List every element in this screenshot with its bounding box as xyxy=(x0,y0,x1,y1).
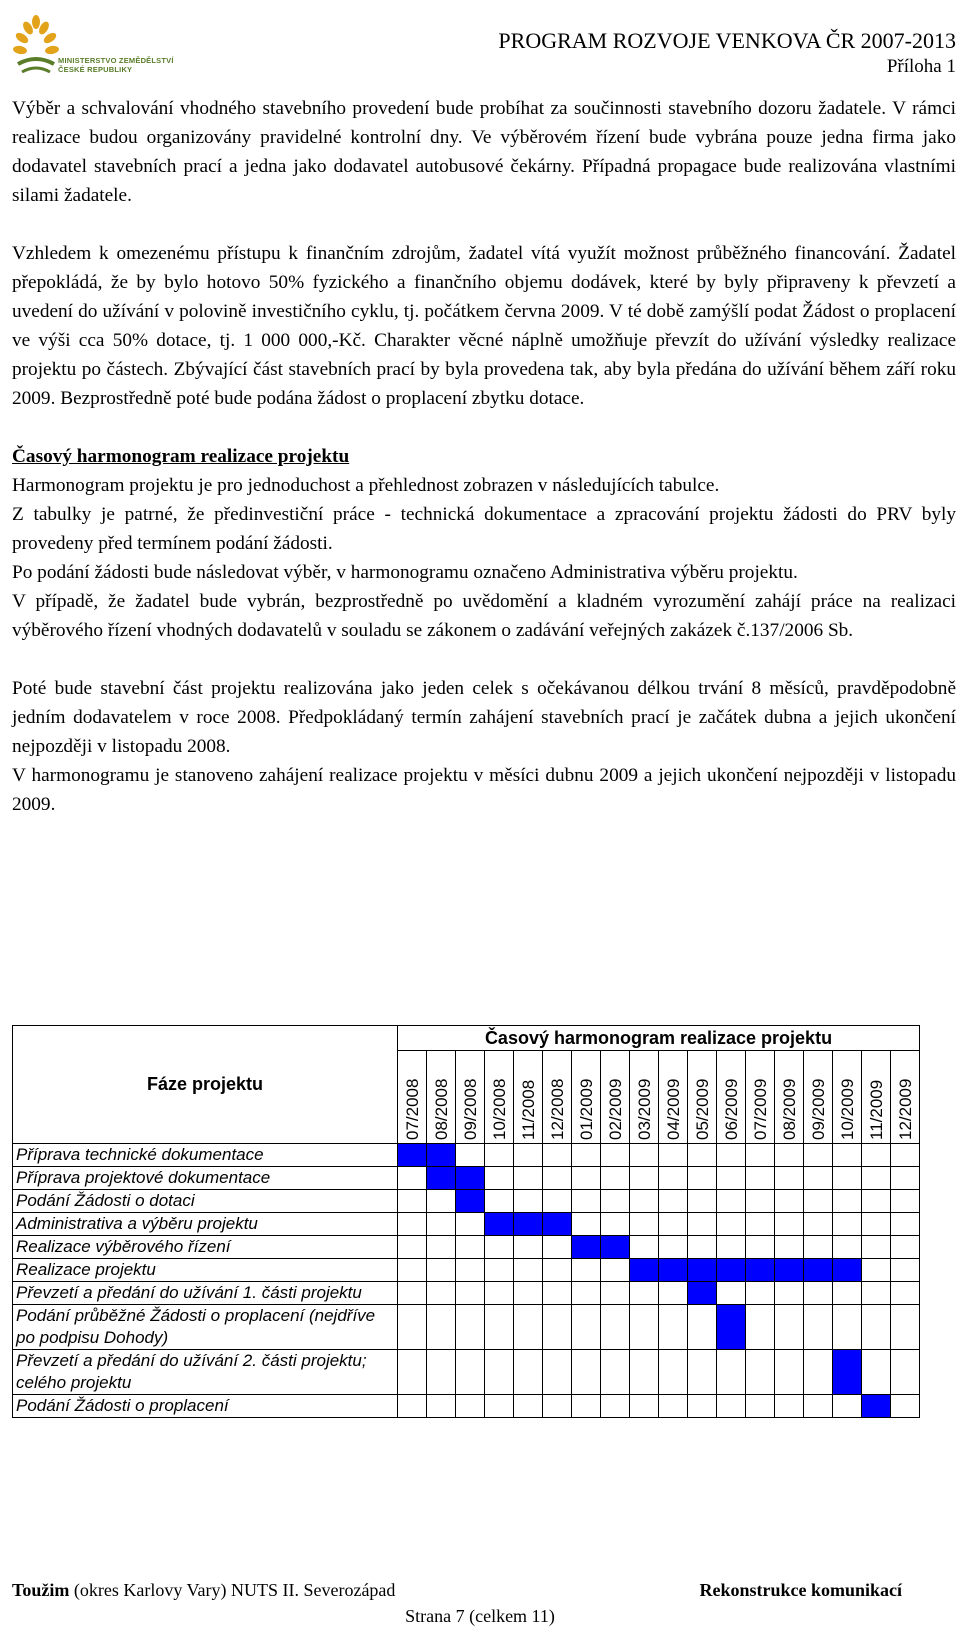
gantt-empty-cell xyxy=(601,1213,630,1236)
gantt-empty-cell xyxy=(891,1213,920,1236)
gantt-empty-cell xyxy=(804,1395,833,1418)
gantt-empty-cell xyxy=(659,1350,688,1395)
month-header xyxy=(485,1051,514,1144)
gantt-empty-cell xyxy=(427,1213,456,1236)
gantt-empty-cell xyxy=(717,1395,746,1418)
month-label: 10/2009 xyxy=(838,1078,857,1140)
gantt-empty-cell xyxy=(717,1282,746,1305)
gantt-empty-cell xyxy=(833,1236,862,1259)
month-header xyxy=(514,1051,543,1144)
gantt-empty-cell xyxy=(514,1236,543,1259)
gantt-empty-cell xyxy=(630,1213,659,1236)
gantt-empty-cell xyxy=(514,1259,543,1282)
gantt-empty-cell xyxy=(514,1350,543,1395)
document-body xyxy=(12,94,956,819)
gantt-empty-cell xyxy=(572,1282,601,1305)
gantt-empty-cell xyxy=(572,1213,601,1236)
gantt-empty-cell xyxy=(398,1236,427,1259)
gantt-empty-cell xyxy=(862,1190,891,1213)
gantt-empty-cell xyxy=(659,1213,688,1236)
month-label: 02/2009 xyxy=(606,1078,625,1140)
gantt-empty-cell xyxy=(543,1305,572,1350)
gantt-empty-cell xyxy=(659,1236,688,1259)
gantt-empty-cell xyxy=(862,1259,891,1282)
schedule-line: V případě, že žadatel bude vybrán, bezprostředně po uvědomění a kladném vyrozumění zahájí práce na realizaci výběrového řízení vhodných dodavatelů v souladu se zákonem o zadávání veřejných zakázek č.137/2006 Sb. xyxy=(12,591,956,641)
gantt-empty-cell xyxy=(514,1395,543,1418)
gantt-empty-cell xyxy=(601,1350,630,1395)
phase-label: Realizace výběrového řízení xyxy=(13,1236,398,1259)
gantt-empty-cell xyxy=(746,1167,775,1190)
gantt-empty-cell xyxy=(572,1190,601,1213)
gantt-empty-cell xyxy=(601,1190,630,1213)
month-label: 04/2009 xyxy=(664,1078,683,1140)
footer-location: Toužim (okres Karlovy Vary) NUTS II. Severozápad xyxy=(12,1580,396,1600)
gantt-empty-cell xyxy=(891,1395,920,1418)
gantt-empty-cell xyxy=(688,1395,717,1418)
gantt-empty-cell xyxy=(862,1213,891,1236)
paragraph-financing: Vzhledem k omezenému přístupu k finančním zdrojům, žadatel vítá využít možnost průběžného financování. Žadatel přepokládá, že by bylo hotovo 50% fyzického a finančního objemu dodávek, které by byly připraveny k převzetí a uvedení do užívání v polovině investičního cyklu, tj. počátkem června 2009. V té době zamýšlí podat Žádost o proplacení ve výši cca 50% dotace, tj. 1 000 000,-Kč. Charakter věcné náplně umožňuje převzít do užívání výsledky realizace projektu po částech. Zbývající část stavebních prací by byla provedena tak, aby byla předána do užívání během září roku 2009. Bezprostředně poté bude podána žádost o proplacení zbytku dotace. xyxy=(12,243,956,409)
phase-label: Příprava projektové dokumentace xyxy=(13,1167,398,1190)
gantt-empty-cell xyxy=(746,1190,775,1213)
gantt-empty-cell xyxy=(398,1282,427,1305)
gantt-row xyxy=(13,1350,920,1395)
month-header xyxy=(659,1051,688,1144)
gantt-empty-cell xyxy=(398,1395,427,1418)
gantt-empty-cell xyxy=(485,1236,514,1259)
month-label: 01/2009 xyxy=(577,1078,596,1140)
gantt-bar-cell xyxy=(688,1282,717,1305)
gantt-bar-cell xyxy=(398,1144,427,1167)
gantt-table xyxy=(12,1025,920,1418)
gantt-empty-cell xyxy=(427,1259,456,1282)
phase-label: Příprava technické dokumentace xyxy=(13,1144,398,1167)
gantt-empty-cell xyxy=(630,1190,659,1213)
gantt-empty-cell xyxy=(659,1305,688,1350)
gantt-empty-cell xyxy=(485,1167,514,1190)
gantt-empty-cell xyxy=(630,1236,659,1259)
wheat-logo-icon xyxy=(12,14,60,76)
gantt-empty-cell xyxy=(833,1213,862,1236)
gantt-bar-cell xyxy=(543,1213,572,1236)
gantt-empty-cell xyxy=(833,1144,862,1167)
gantt-row xyxy=(13,1305,920,1350)
phase-label: Převzetí a předání do užívání 2. části projektu; celého projektu xyxy=(13,1350,398,1395)
gantt-empty-cell xyxy=(601,1305,630,1350)
gantt-empty-cell xyxy=(746,1305,775,1350)
gantt-bar-cell xyxy=(601,1236,630,1259)
month-label: 03/2009 xyxy=(635,1078,654,1140)
gantt-empty-cell xyxy=(688,1213,717,1236)
month-label: 06/2009 xyxy=(722,1078,741,1140)
gantt-empty-cell xyxy=(514,1167,543,1190)
gantt-bar-cell xyxy=(833,1350,862,1395)
gantt-empty-cell xyxy=(630,1144,659,1167)
gantt-bar-cell xyxy=(804,1259,833,1282)
gantt-bar-cell xyxy=(659,1259,688,1282)
gantt-bar-cell xyxy=(427,1167,456,1190)
gantt-empty-cell xyxy=(891,1144,920,1167)
gantt-bar-cell xyxy=(630,1259,659,1282)
gantt-empty-cell xyxy=(862,1350,891,1395)
gantt-empty-cell xyxy=(630,1167,659,1190)
month-label: 05/2009 xyxy=(693,1078,712,1140)
gantt-empty-cell xyxy=(688,1190,717,1213)
gantt-empty-cell xyxy=(572,1167,601,1190)
month-header xyxy=(572,1051,601,1144)
gantt-empty-cell xyxy=(746,1236,775,1259)
section-heading: Časový harmonogram realizace projektu xyxy=(12,446,350,467)
month-header xyxy=(543,1051,572,1144)
phase-label: Realizace projektu xyxy=(13,1259,398,1282)
gantt-row xyxy=(13,1144,920,1167)
gantt-empty-cell xyxy=(427,1305,456,1350)
gantt-empty-cell xyxy=(746,1282,775,1305)
gantt-empty-cell xyxy=(543,1350,572,1395)
gantt-empty-cell xyxy=(543,1236,572,1259)
gantt-empty-cell xyxy=(891,1190,920,1213)
month-header xyxy=(804,1051,833,1144)
gantt-empty-cell xyxy=(891,1259,920,1282)
gantt-empty-cell xyxy=(688,1167,717,1190)
gantt-empty-cell xyxy=(746,1213,775,1236)
gantt-bar-cell xyxy=(717,1259,746,1282)
month-header xyxy=(427,1051,456,1144)
gantt-empty-cell xyxy=(862,1144,891,1167)
gantt-bar-cell xyxy=(456,1167,485,1190)
month-header xyxy=(891,1051,920,1144)
gantt-empty-cell xyxy=(456,1259,485,1282)
gantt-empty-cell xyxy=(804,1213,833,1236)
gantt-bar-cell xyxy=(775,1259,804,1282)
gantt-empty-cell xyxy=(514,1190,543,1213)
gantt-empty-cell xyxy=(427,1236,456,1259)
gantt-row xyxy=(13,1167,920,1190)
gantt-empty-cell xyxy=(688,1350,717,1395)
month-label: 11/2009 xyxy=(867,1079,886,1140)
gantt-empty-cell xyxy=(717,1167,746,1190)
month-header xyxy=(833,1051,862,1144)
logo-text: MINISTERSTVO ZEMĚDĚLSTVÍ ČESKÉ REPUBLIKY xyxy=(58,56,174,74)
gantt-empty-cell xyxy=(833,1395,862,1418)
gantt-empty-cell xyxy=(485,1190,514,1213)
gantt-empty-cell xyxy=(456,1144,485,1167)
gantt-empty-cell xyxy=(427,1395,456,1418)
gantt-empty-cell xyxy=(514,1282,543,1305)
gantt-bar-cell xyxy=(572,1236,601,1259)
gantt-empty-cell xyxy=(688,1144,717,1167)
month-header xyxy=(601,1051,630,1144)
gantt-empty-cell xyxy=(601,1259,630,1282)
phase-label: Podání průběžné Žádosti o proplacení (nejdříve po podpisu Dohody) xyxy=(13,1305,398,1350)
gantt-row xyxy=(13,1213,920,1236)
gantt-empty-cell xyxy=(775,1350,804,1395)
gantt-empty-cell xyxy=(746,1350,775,1395)
gantt-empty-cell xyxy=(659,1395,688,1418)
gantt-title: Časový harmonogram realizace projektu xyxy=(398,1026,920,1051)
gantt-empty-cell xyxy=(804,1282,833,1305)
gantt-empty-cell xyxy=(891,1236,920,1259)
month-label: 08/2008 xyxy=(432,1078,451,1140)
gantt-empty-cell xyxy=(659,1282,688,1305)
gantt-empty-cell xyxy=(775,1213,804,1236)
gantt-empty-cell xyxy=(456,1350,485,1395)
gantt-empty-cell xyxy=(572,1305,601,1350)
gantt-empty-cell xyxy=(427,1190,456,1213)
schedule-line: V harmonogramu je stanoveno zahájení realizace projektu v měsíci dubnu 2009 a jejich ukončení nejpozději v listopadu 2009. xyxy=(12,765,956,815)
gantt-empty-cell xyxy=(601,1167,630,1190)
gantt-empty-cell xyxy=(398,1213,427,1236)
phase-label: Administrativa a výběru projektu xyxy=(13,1213,398,1236)
month-label: 11/2008 xyxy=(519,1079,538,1140)
gantt-empty-cell xyxy=(427,1350,456,1395)
phase-label: Podání Žádosti o dotaci xyxy=(13,1190,398,1213)
gantt-empty-cell xyxy=(543,1190,572,1213)
gantt-empty-cell xyxy=(775,1236,804,1259)
gantt-empty-cell xyxy=(862,1236,891,1259)
gantt-empty-cell xyxy=(543,1144,572,1167)
gantt-empty-cell xyxy=(775,1144,804,1167)
gantt-empty-cell xyxy=(630,1395,659,1418)
gantt-empty-cell xyxy=(804,1167,833,1190)
gantt-empty-cell xyxy=(485,1305,514,1350)
gantt-empty-cell xyxy=(659,1190,688,1213)
month-header xyxy=(456,1051,485,1144)
gantt-bar-cell xyxy=(485,1213,514,1236)
gantt-empty-cell xyxy=(572,1350,601,1395)
schedule-line: Harmonogram projektu je pro jednoduchost a přehlednost zobrazen v následujících tabulce. xyxy=(12,475,720,496)
gantt-empty-cell xyxy=(398,1190,427,1213)
phase-label: Podání Žádosti o proplacení xyxy=(13,1395,398,1418)
month-header xyxy=(688,1051,717,1144)
gantt-row xyxy=(13,1236,920,1259)
gantt-empty-cell xyxy=(688,1305,717,1350)
gantt-bar-cell xyxy=(688,1259,717,1282)
month-header xyxy=(398,1051,427,1144)
phase-label: Převzetí a předání do užívání 1. části projektu xyxy=(13,1282,398,1305)
gantt-empty-cell xyxy=(717,1350,746,1395)
month-label: 07/2009 xyxy=(751,1078,770,1140)
gantt-empty-cell xyxy=(456,1305,485,1350)
gantt-empty-cell xyxy=(775,1305,804,1350)
gantt-empty-cell xyxy=(398,1259,427,1282)
gantt-empty-cell xyxy=(833,1167,862,1190)
gantt-empty-cell xyxy=(601,1144,630,1167)
gantt-empty-cell xyxy=(485,1144,514,1167)
attachment-label: Příloha 1 xyxy=(886,56,956,77)
schedule-line: Z tabulky je patrné, že předinvestiční práce - technická dokumentace a zpracování projektu žádosti do PRV byly provedeny před termínem podání žádosti. xyxy=(12,504,956,554)
gantt-empty-cell xyxy=(804,1305,833,1350)
gantt-empty-cell xyxy=(485,1259,514,1282)
month-label: 09/2008 xyxy=(461,1078,480,1140)
gantt-row xyxy=(13,1395,920,1418)
schedule-line: Po podání žádosti bude následovat výběr, v harmonogramu označeno Administrativa výběru projektu. xyxy=(12,562,798,583)
gantt-empty-cell xyxy=(862,1305,891,1350)
gantt-empty-cell xyxy=(804,1350,833,1395)
gantt-empty-cell xyxy=(485,1282,514,1305)
gantt-bar-cell xyxy=(456,1190,485,1213)
gantt-bar-cell xyxy=(427,1144,456,1167)
gantt-empty-cell xyxy=(456,1395,485,1418)
phase-header: Fáze projektu xyxy=(13,1026,398,1144)
gantt-empty-cell xyxy=(775,1167,804,1190)
gantt-empty-cell xyxy=(746,1395,775,1418)
gantt-empty-cell xyxy=(485,1350,514,1395)
gantt-empty-cell xyxy=(630,1350,659,1395)
gantt-empty-cell xyxy=(688,1236,717,1259)
gantt-empty-cell xyxy=(717,1236,746,1259)
page-header xyxy=(12,14,956,90)
gantt-bar-cell xyxy=(746,1259,775,1282)
month-label: 12/2008 xyxy=(548,1078,567,1140)
gantt-empty-cell xyxy=(398,1305,427,1350)
gantt-empty-cell xyxy=(891,1350,920,1395)
gantt-empty-cell xyxy=(659,1144,688,1167)
footer-page-number: Strana 7 (celkem 11) xyxy=(405,1606,555,1626)
month-label: 12/2009 xyxy=(896,1078,915,1140)
gantt-empty-cell xyxy=(572,1395,601,1418)
month-header xyxy=(630,1051,659,1144)
month-header xyxy=(746,1051,775,1144)
gantt-empty-cell xyxy=(804,1190,833,1213)
month-label: 07/2008 xyxy=(403,1078,422,1140)
gantt-empty-cell xyxy=(572,1259,601,1282)
month-label: 08/2009 xyxy=(780,1078,799,1140)
gantt-empty-cell xyxy=(601,1282,630,1305)
month-label: 10/2008 xyxy=(490,1078,509,1140)
gantt-bar-cell xyxy=(514,1213,543,1236)
gantt-row xyxy=(13,1259,920,1282)
month-header xyxy=(717,1051,746,1144)
gantt-empty-cell xyxy=(514,1144,543,1167)
gantt-empty-cell xyxy=(456,1282,485,1305)
month-label: 09/2009 xyxy=(809,1078,828,1140)
gantt-empty-cell xyxy=(862,1167,891,1190)
gantt-empty-cell xyxy=(775,1282,804,1305)
gantt-empty-cell xyxy=(717,1190,746,1213)
gantt-empty-cell xyxy=(630,1282,659,1305)
gantt-bar-cell xyxy=(833,1259,862,1282)
footer-project: Rekonstrukce komunikací xyxy=(699,1580,902,1600)
gantt-row xyxy=(13,1282,920,1305)
gantt-empty-cell xyxy=(572,1144,601,1167)
gantt-empty-cell xyxy=(543,1395,572,1418)
gantt-bar-cell xyxy=(717,1305,746,1350)
gantt-empty-cell xyxy=(543,1282,572,1305)
gantt-empty-cell xyxy=(398,1350,427,1395)
month-header xyxy=(862,1051,891,1144)
gantt-empty-cell xyxy=(775,1395,804,1418)
month-header xyxy=(775,1051,804,1144)
gantt-empty-cell xyxy=(514,1305,543,1350)
gantt-empty-cell xyxy=(891,1167,920,1190)
gantt-empty-cell xyxy=(833,1282,862,1305)
gantt-empty-cell xyxy=(862,1282,891,1305)
gantt-empty-cell xyxy=(543,1259,572,1282)
gantt-empty-cell xyxy=(543,1167,572,1190)
schedule-line: Poté bude stavební část projektu realizována jako jeden celek s očekávanou délkou trvání 8 měsíců, pravděpodobně jedním dodavatelem v roce 2008. Předpokládaný termín zahájení stavebních prací je začátek dubna a jejich ukončení nejpozději v listopadu 2008. xyxy=(12,678,956,757)
gantt-empty-cell xyxy=(427,1282,456,1305)
gantt-empty-cell xyxy=(717,1213,746,1236)
gantt-empty-cell xyxy=(891,1305,920,1350)
gantt-empty-cell xyxy=(485,1395,514,1418)
gantt-empty-cell xyxy=(456,1213,485,1236)
gantt-bar-cell xyxy=(862,1395,891,1418)
gantt-empty-cell xyxy=(398,1167,427,1190)
ministry-logo xyxy=(12,14,182,86)
gantt-empty-cell xyxy=(804,1236,833,1259)
gantt-empty-cell xyxy=(833,1190,862,1213)
gantt-empty-cell xyxy=(717,1144,746,1167)
gantt-empty-cell xyxy=(746,1144,775,1167)
gantt-empty-cell xyxy=(456,1236,485,1259)
program-title: PROGRAM ROZVOJE VENKOVA ČR 2007-2013 xyxy=(498,28,956,53)
gantt-empty-cell xyxy=(601,1395,630,1418)
gantt-empty-cell xyxy=(659,1167,688,1190)
gantt-row xyxy=(13,1190,920,1213)
paragraph-selection: Výběr a schvalování vhodného stavebního provedení bude probíhat za součinnosti stavebního dozoru žadatele. V rámci realizace budou organizovány pravidelné kontrolní dny. Ve výběrovém řízení bude vybrána pouze jedna firma jako dodavatel stavebních prací a jedna jako dodavatel autobusové čekárny. Případná propagace bude realizována vlastními silami žadatele. xyxy=(12,98,956,206)
gantt-empty-cell xyxy=(833,1305,862,1350)
gantt-empty-cell xyxy=(775,1190,804,1213)
gantt-empty-cell xyxy=(804,1144,833,1167)
gantt-empty-cell xyxy=(891,1282,920,1305)
gantt-empty-cell xyxy=(630,1305,659,1350)
